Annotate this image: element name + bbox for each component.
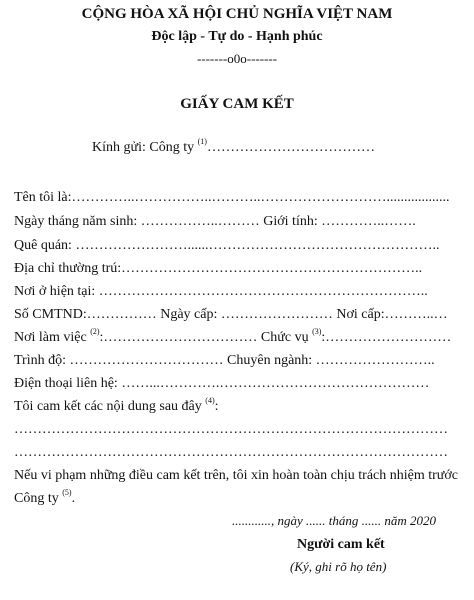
field-hometown	[14, 237, 439, 255]
closing-company: Công ty	[14, 491, 63, 506]
signer-note: (Ký, ghi rõ họ tên)	[290, 559, 387, 574]
recipient-line	[92, 137, 375, 156]
recipient-dots: ………………………………	[206, 140, 375, 155]
field-label: Nơi ở hiện tại:	[14, 284, 99, 299]
closing-statement: Nếu vi phạm những điều cam kết trên, tôi xin hoàn toàn chịu trách nhiệm trước	[14, 468, 459, 483]
field-permanent-address	[14, 260, 422, 278]
field-label: Quê quán:	[14, 238, 76, 253]
signer-title: Người cam kết	[297, 537, 385, 552]
field-name	[14, 189, 450, 207]
field-id-card	[14, 306, 448, 324]
blank-line: …………………………………………………………………………………	[14, 445, 448, 460]
date-line: ............, ngày ...... tháng ...... năm 2020	[232, 513, 437, 528]
field-dots: ……...………….………………………………………	[121, 376, 430, 391]
field-label: Nơi làm việc	[14, 330, 91, 345]
field-dots: ……………………………………………………………..	[98, 284, 428, 299]
field-dots: :………………………	[321, 330, 452, 345]
field-dots: …………………………… Chuyên ngành: ……………………..	[69, 353, 435, 368]
field-label: Ngày tháng năm sinh:	[14, 214, 141, 229]
closing-period: .	[71, 491, 76, 506]
field-phone	[14, 375, 429, 393]
document-title: GIẤY CAM KẾT	[180, 96, 294, 112]
field-label: Điện thoại liên hệ:	[14, 376, 122, 391]
field-birthdate-gender	[14, 213, 416, 231]
field-education-major	[14, 352, 435, 370]
field-dots: …………..……………..………..………………………..................	[71, 190, 450, 205]
blank-line: …………………………………………………………………………………	[14, 422, 448, 437]
recipient-footnote: (1)	[197, 137, 207, 147]
field-label: Tôi cam kết các nội dung sau đây	[14, 399, 206, 414]
field-label: Tên tôi là:	[14, 190, 72, 205]
field-dots: ……………………......…………………………………………..	[75, 238, 440, 253]
field-label: Trình độ:	[14, 353, 70, 368]
country-heading: CỘNG HÒA XÃ HỘI CHỦ NGHĨA VIỆT NAM	[81, 6, 393, 22]
heading-separator: -------o0o-------	[196, 51, 278, 66]
field-footnote: (4)	[205, 396, 215, 406]
field-workplace-position	[14, 329, 451, 347]
field-footnote: (2)	[90, 327, 100, 337]
field-dots: :…………………………… Chức vụ	[99, 330, 313, 345]
field-commitments	[14, 398, 219, 416]
field-label: Số CMTND:	[14, 307, 87, 322]
recipient-prefix: Kính gửi: Công ty	[92, 140, 198, 155]
motto-heading: Độc lập - Tự do - Hạnh phúc	[151, 29, 323, 44]
field-dots: :	[214, 399, 219, 414]
field-dots: …………… Ngày cấp: …………………… Nơi cấp:………..…	[86, 307, 448, 322]
field-label: Địa chỉ thường trú:	[14, 261, 122, 276]
field-footnote: (3)	[312, 327, 322, 337]
closing-footnote: (5)	[62, 488, 72, 498]
field-dots: ……………..……… Giới tính: …………..…….	[140, 214, 416, 229]
field-current-residence	[14, 283, 428, 301]
field-dots: ………………………………………………………..	[121, 261, 423, 276]
closing-statement-continued	[14, 490, 75, 508]
